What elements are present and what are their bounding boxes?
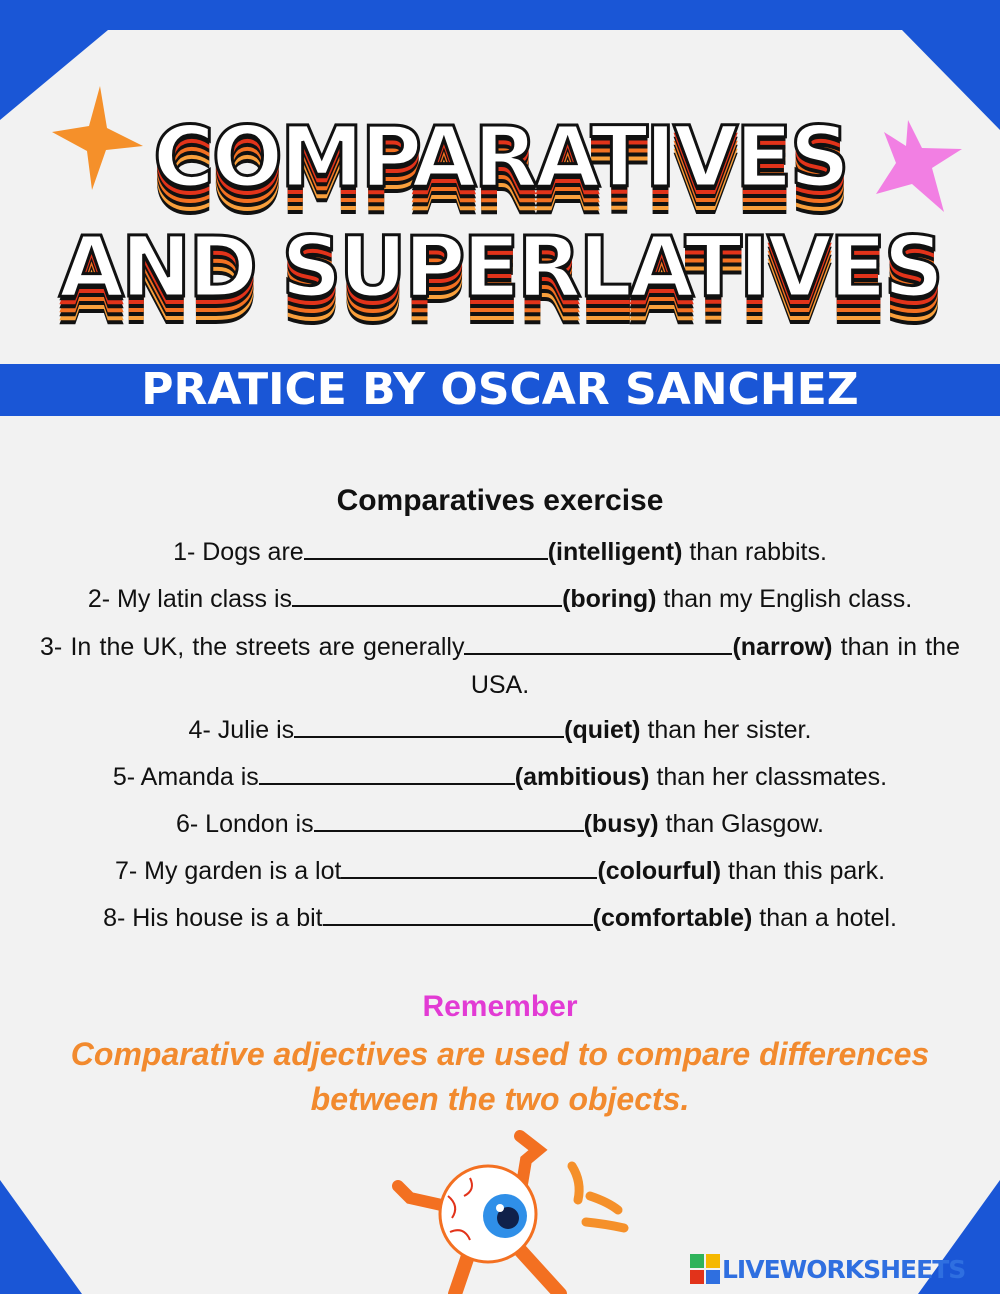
liveworksheets-logo[interactable] [690,1252,965,1286]
remember-heading: Remember [422,990,578,1023]
exercise-item-3: 3- In the UK, the streets are generally (narrow) than in the USA. [40,633,960,699]
liveworksheets-logo-text: LIVEWORKSHEETS [722,1254,966,1284]
exercise-item-4: 4- Julie is (quiet) than her sister. [188,716,812,744]
title-line-1: COMPARATIVES [152,108,848,206]
exercise-item-6: 6- London is (busy) than Glasgow. [176,810,824,838]
author-banner [0,364,1000,416]
answer-blank-4[interactable] [294,716,564,738]
title-line-2: AND SUPERLATIVES [58,218,942,316]
exercise-item-5: 5- Amanda is (ambitious) than her classmates. [112,763,888,791]
answer-blank-5[interactable] [259,763,515,785]
answer-blank-7[interactable] [341,857,597,879]
exercise-item-7: 7- My garden is a lot (colourful) than this park. [114,857,886,885]
exercise-item-8: 8- His house is a bit (comfortable) than a hotel. [103,904,897,932]
exercise-heading: Comparatives exercise [336,484,664,517]
answer-blank-2[interactable] [292,585,562,607]
answer-blank-1[interactable] [304,538,548,560]
liveworksheets-logo-icon [690,1254,720,1284]
answer-blank-3[interactable] [464,633,732,655]
answer-blank-6[interactable] [314,810,584,832]
remember-note: Comparative adjectives are used to compare differences between the two objects. [70,1036,930,1117]
exercise-item-1: 1- Dogs are (intelligent) than rabbits. [173,538,827,566]
exercise-item-2: 2- My latin class is (boring) than my English class. [87,585,913,613]
author-banner-text: PRATICE BY OSCAR SANCHEZ [141,364,859,415]
answer-blank-8[interactable] [323,904,593,926]
